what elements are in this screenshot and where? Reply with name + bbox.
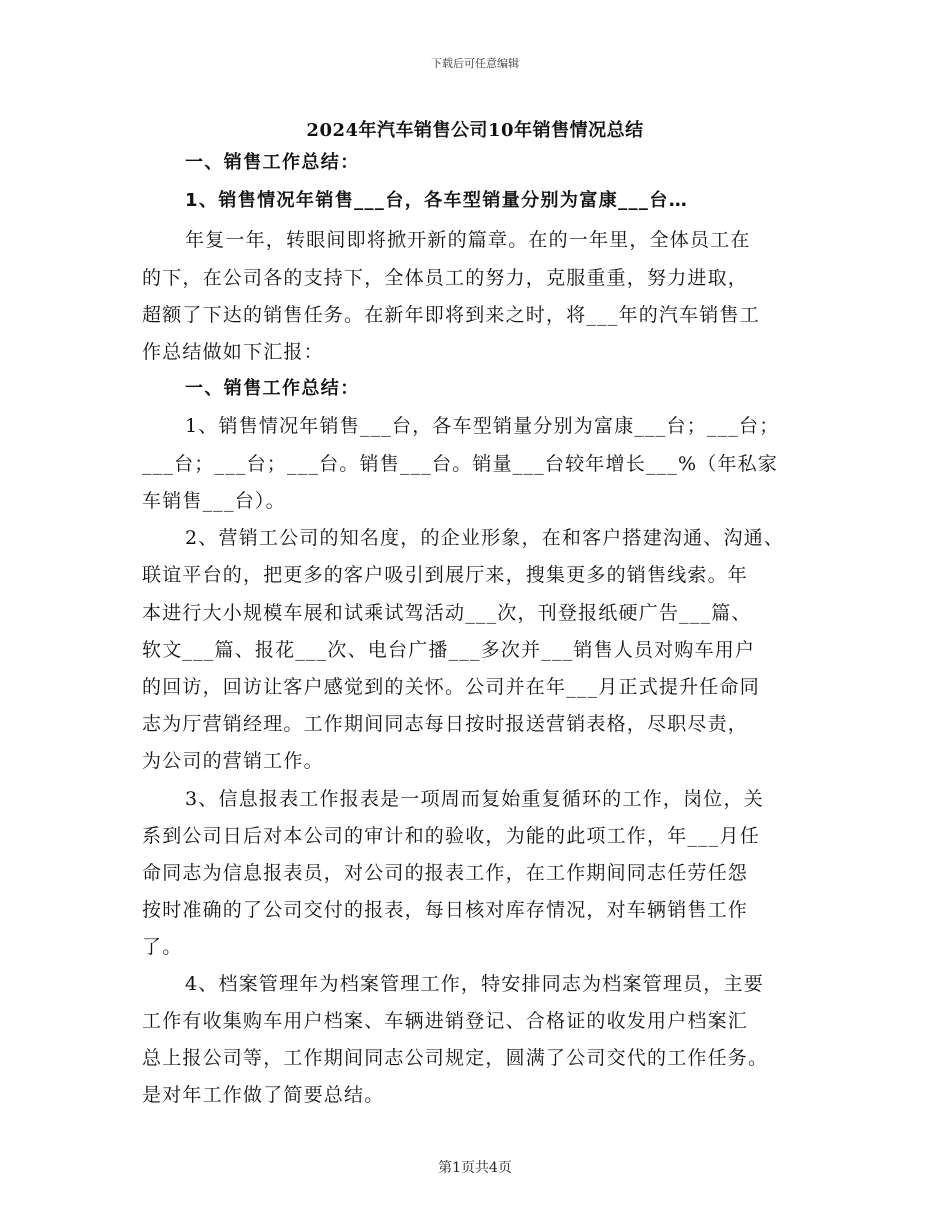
paragraph-line: 联谊平台的，把更多的客户吸引到展厅来，搜集更多的销售线索。年	[142, 564, 749, 586]
paragraph-line: 按时准确的了公司交付的报表，每日核对库存情况，对车辆销售工作	[142, 899, 749, 921]
document-title: 2024年汽车销售公司10年销售情况总结	[306, 120, 644, 141]
paragraph-line: 的回访，回访让客户感觉到的关怀。公司并在年___月正式提升任命同	[142, 676, 760, 698]
page-footer: 第1页共4页	[438, 1160, 512, 1176]
paragraph-line: ___台；___台；___台。销售___台。销量___台较年增长___%（年私家	[142, 453, 779, 475]
paragraph-line: 总上报公司等，工作期间同志公司规定，圆满了公司交代的工作任务。	[142, 1047, 769, 1069]
paragraph-line: 软文___篇、报花___次、电台广播___多次并___销售人员对购车用户	[142, 639, 756, 661]
paragraph-line: 了。	[142, 936, 183, 958]
section-heading: 一、销售工作总结：	[185, 378, 360, 399]
paragraph-line: 3、信息报表工作报表是一项周而复始重复循环的工作，岗位，关	[185, 788, 764, 810]
section-heading: 一、销售工作总结：	[185, 152, 360, 173]
paragraph-line: 系到公司日后对本公司的审计和的验收，为能的此项工作，年___月任	[142, 825, 760, 847]
paragraph-line: 超额了下达的销售任务。在新年即将到来之时，将___年的汽车销售工	[142, 304, 760, 326]
header-note: 下载后可任意编辑	[431, 57, 519, 70]
paragraph-line: 工作有收集购车用户档案、车辆进销登记、合格证的收发用户档案汇	[142, 1010, 749, 1032]
paragraph-line: 为公司的营销工作。	[142, 750, 324, 772]
paragraph-line: 年复一年，转眼间即将掀开新的篇章。在的一年里，全体员工在	[185, 229, 751, 251]
paragraph-line: 车销售___台）。	[142, 490, 286, 512]
paragraph-line: 的下，在公司各的支持下，全体员工的努力，克服重重，努力进取，	[142, 267, 749, 289]
paragraph-line: 1、销售情况年销售___台，各车型销量分别为富康___台；___台；	[185, 415, 780, 437]
paragraph-line: 作总结做如下汇报：	[142, 341, 324, 363]
paragraph-line: 是对年工作做了简要总结。	[142, 1084, 385, 1106]
paragraph-line: 2、营销工公司的知名度，的企业形象，在和客户搭建沟通、沟通、	[185, 527, 785, 549]
paragraph-line: 命同志为信息报表员，对公司的报表工作，在工作期间同志任劳任怨	[142, 862, 749, 884]
paragraph-line: 本进行大小规模车展和试乘试驾活动___次，刊登报纸硬广告___篇、	[142, 602, 752, 624]
paragraph-line: 志为厅营销经理。工作期间同志每日按时报送营销表格，尽职尽责，	[142, 713, 749, 735]
paragraph-line: 4、档案管理年为档案管理工作，特安排同志为档案管理员，主要	[185, 973, 764, 995]
subsection-heading: 1、销售情况年销售___台，各车型销量分别为富康___台…	[185, 190, 689, 211]
